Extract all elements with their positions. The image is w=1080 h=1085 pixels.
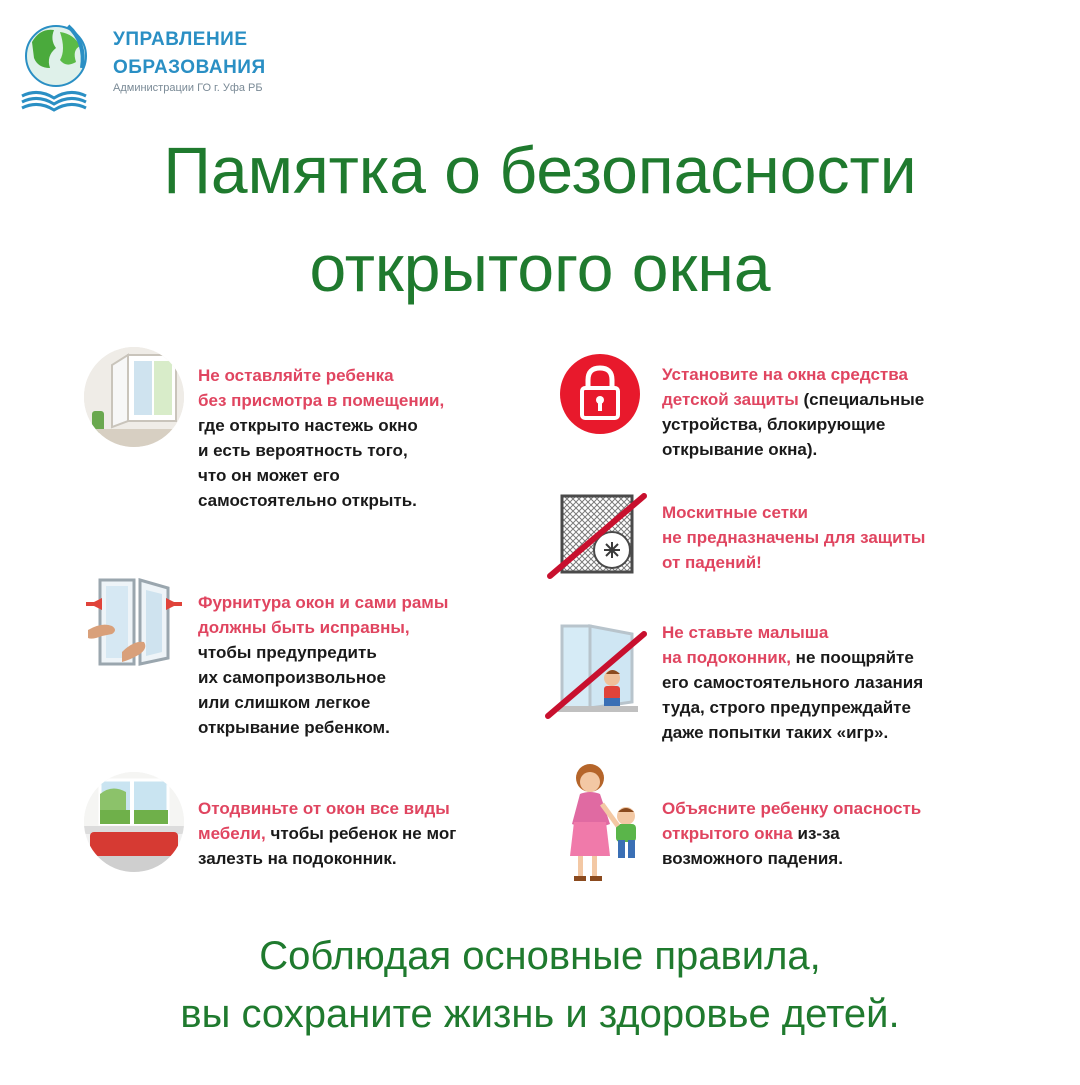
tip6-line2-rest: не поощряйте bbox=[795, 648, 914, 667]
tip4-red-line2: детской защиты bbox=[662, 390, 799, 409]
tip1-line4: и есть вероятность того, bbox=[198, 441, 408, 460]
footer-line1: Соблюдая основные правила, bbox=[259, 934, 821, 978]
tip6-line4: туда, строго предупреждайте bbox=[662, 698, 911, 717]
furniture-window-icon bbox=[82, 770, 186, 874]
tip7-red-line1: Объясните ребенку опасность bbox=[662, 799, 922, 818]
tip5-red-line2: не предназначены для защиты bbox=[662, 528, 926, 547]
tip4-red-line1: Установите на окна средства bbox=[662, 365, 908, 384]
tip3-line3: залезть на подоконник. bbox=[198, 849, 397, 868]
tip-explain-danger bbox=[558, 760, 1038, 890]
tip-move-furniture bbox=[82, 770, 552, 880]
tip-window-hardware bbox=[82, 570, 542, 750]
tip-mosquito-nets bbox=[540, 490, 1030, 590]
tip3-red-line1: Отодвиньте от окон все виды bbox=[198, 799, 450, 818]
tip7-line2-rest: из-за bbox=[797, 824, 840, 843]
tip1-line5: что он может его bbox=[198, 466, 340, 485]
tip1-red-line1: Не оставляйте ребенка bbox=[198, 366, 394, 385]
tip4-line2-rest: (специальные bbox=[803, 390, 925, 409]
logo-subtitle: Администрации ГО г. Уфа РБ bbox=[113, 82, 263, 94]
window-frame-hands-icon bbox=[82, 570, 186, 674]
logo-title-line2: ОБРАЗОВАНИЯ bbox=[113, 57, 266, 78]
tip-child-safety-locks bbox=[558, 352, 1028, 472]
child-on-windowsill-crossed-icon bbox=[540, 612, 650, 722]
tip1-line3: где открыто настежь окно bbox=[198, 416, 418, 435]
page-title-line1: Памятка о безопасности bbox=[163, 133, 917, 207]
tip2-line5: или слишком легкое bbox=[198, 693, 371, 712]
tip1-red-line2: без присмотра в помещении, bbox=[198, 391, 445, 410]
tip6-line5: даже попытки таких «игр». bbox=[662, 723, 889, 742]
tip3-line2-rest: чтобы ребенок не мог bbox=[270, 824, 457, 843]
tip-windowsill bbox=[540, 612, 1030, 752]
tip7-line3: возможного падения. bbox=[662, 849, 843, 868]
globe-book-logo-icon bbox=[16, 16, 92, 112]
window-room-icon bbox=[82, 345, 186, 449]
mother-and-child-icon bbox=[558, 760, 652, 886]
tip5-red-line3: от падений! bbox=[662, 553, 762, 572]
tip4-line4: открывание окна). bbox=[662, 440, 818, 459]
tip2-line3: чтобы предупредить bbox=[198, 643, 377, 662]
tip6-red-line2: на подоконник, bbox=[662, 648, 791, 667]
mosquito-net-crossed-icon bbox=[540, 490, 650, 586]
logo bbox=[16, 16, 316, 112]
tip2-line6: открывание ребенком. bbox=[198, 718, 390, 737]
tip7-red-line2: открытого окна bbox=[662, 824, 793, 843]
tip2-line4: их самопроизвольное bbox=[198, 668, 386, 687]
tip2-red-line2: должны быть исправны, bbox=[198, 618, 410, 637]
tip6-red-line1: Не ставьте малыша bbox=[662, 623, 829, 642]
tip2-red-line1: Фурнитура окон и сами рамы bbox=[198, 593, 449, 612]
footer-line2: вы сохраните жизнь и здоровье детей. bbox=[180, 992, 900, 1036]
padlock-icon bbox=[558, 352, 642, 436]
tip4-line3: устройства, блокирующие bbox=[662, 415, 886, 434]
page-title-line2: открытого окна bbox=[309, 231, 771, 305]
tip3-red-line2: мебели, bbox=[198, 824, 266, 843]
tip1-line6: самостоятельно открыть. bbox=[198, 491, 417, 510]
tip-unattended-child bbox=[82, 345, 522, 535]
tip5-red-line1: Москитные сетки bbox=[662, 503, 808, 522]
tip6-line3: его самостоятельного лазания bbox=[662, 673, 924, 692]
logo-title-line1: УПРАВЛЕНИЕ bbox=[113, 29, 248, 50]
